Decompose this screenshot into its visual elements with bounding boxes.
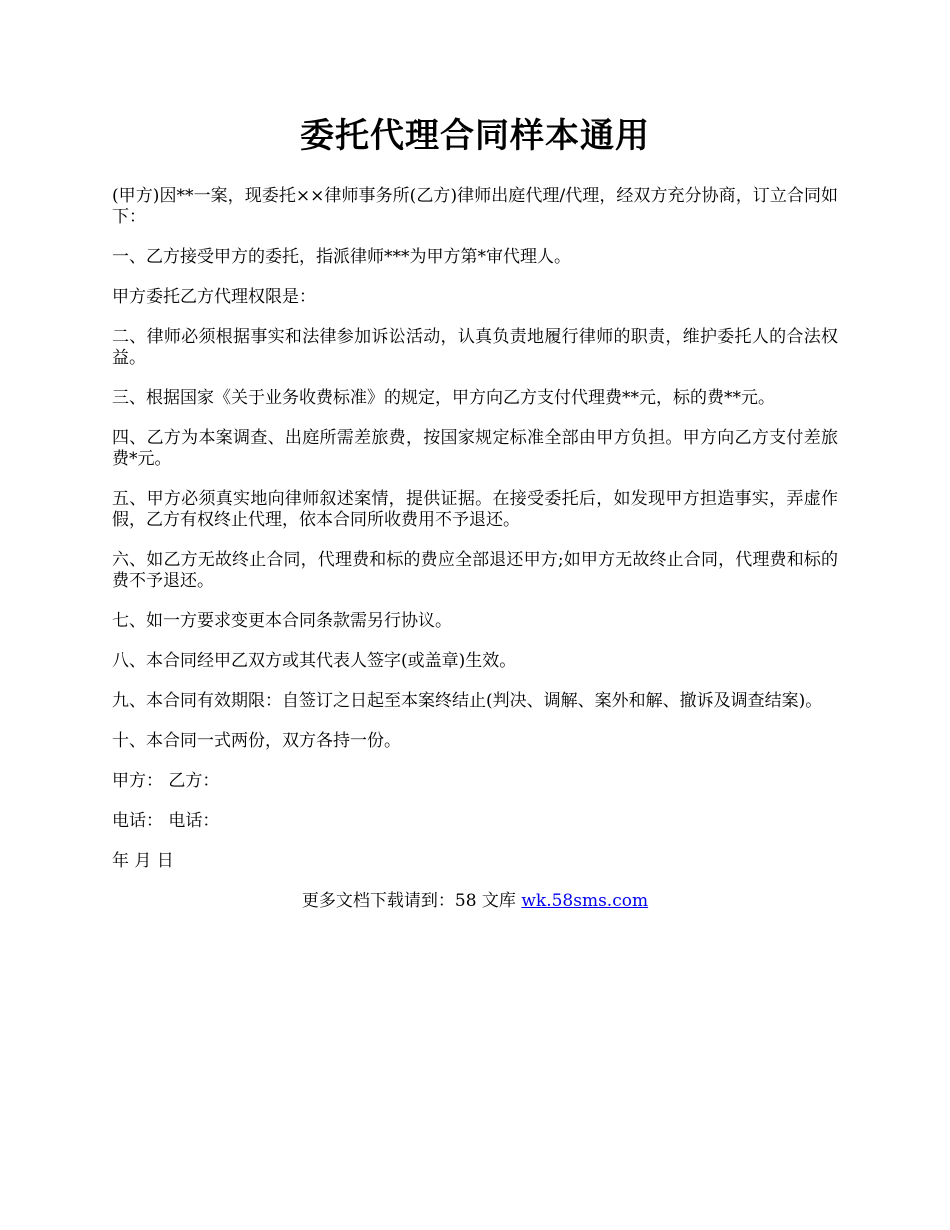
footer-text: 更多文档下载请到：58 文库 — [301, 891, 522, 911]
authority-scope: 甲方委托乙方代理权限是： — [112, 287, 316, 307]
signature-phones: 电话： 电话： — [112, 811, 220, 831]
clause-2: 二、律师必须根据事实和法律参加诉讼活动，认真负责地履行律师的职责，维护委托人的合法权益。 — [112, 327, 838, 368]
download-footer — [112, 891, 838, 912]
clause-4: 四、乙方为本案调查、出庭所需差旅费，按国家规定标准全部由甲方负担。甲方向乙方支付差旅费*元。 — [112, 428, 838, 469]
clause-3: 三、根据国家《关于业务收费标准》的规定，甲方向乙方支付代理费**元，标的费**元。 — [112, 388, 775, 408]
signature-parties: 甲方： 乙方： — [112, 771, 220, 791]
signature-date: 年 月 日 — [112, 851, 174, 871]
clause-7: 七、如一方要求变更本合同条款需另行协议。 — [112, 611, 452, 631]
paragraph-intro: (甲方)因**一案，现委托××律师事务所(乙方)律师出庭代理/代理，经双方充分协商，订立合同如下： — [112, 186, 838, 227]
clause-1: 一、乙方接受甲方的委托，指派律师***为甲方第*审代理人。 — [112, 247, 571, 267]
document-title: 委托代理合同样本通用 — [300, 116, 650, 156]
clause-10: 十、本合同一式两份，双方各持一份。 — [112, 731, 401, 751]
clause-5: 五、甲方必须真实地向律师叙述案情，提供证据。在接受委托后，如发现甲方担造事实，弄虚作假，乙方有权终止代理，依本合同所收费用不予退还。 — [112, 489, 838, 530]
clause-8: 八、本合同经甲乙双方或其代表人签字(或盖章)生效。 — [112, 651, 517, 671]
footer-link[interactable]: wk.58sms.com — [521, 891, 649, 911]
clause-6: 六、如乙方无故终止合同，代理费和标的费应全部退还甲方;如甲方无故终止合同，代理费和标的费不予退还。 — [112, 550, 838, 591]
clause-9: 九、本合同有效期限：自签订之日起至本案终结止(判决、调解、案外和解、撤诉及调查结案)。 — [112, 691, 823, 711]
